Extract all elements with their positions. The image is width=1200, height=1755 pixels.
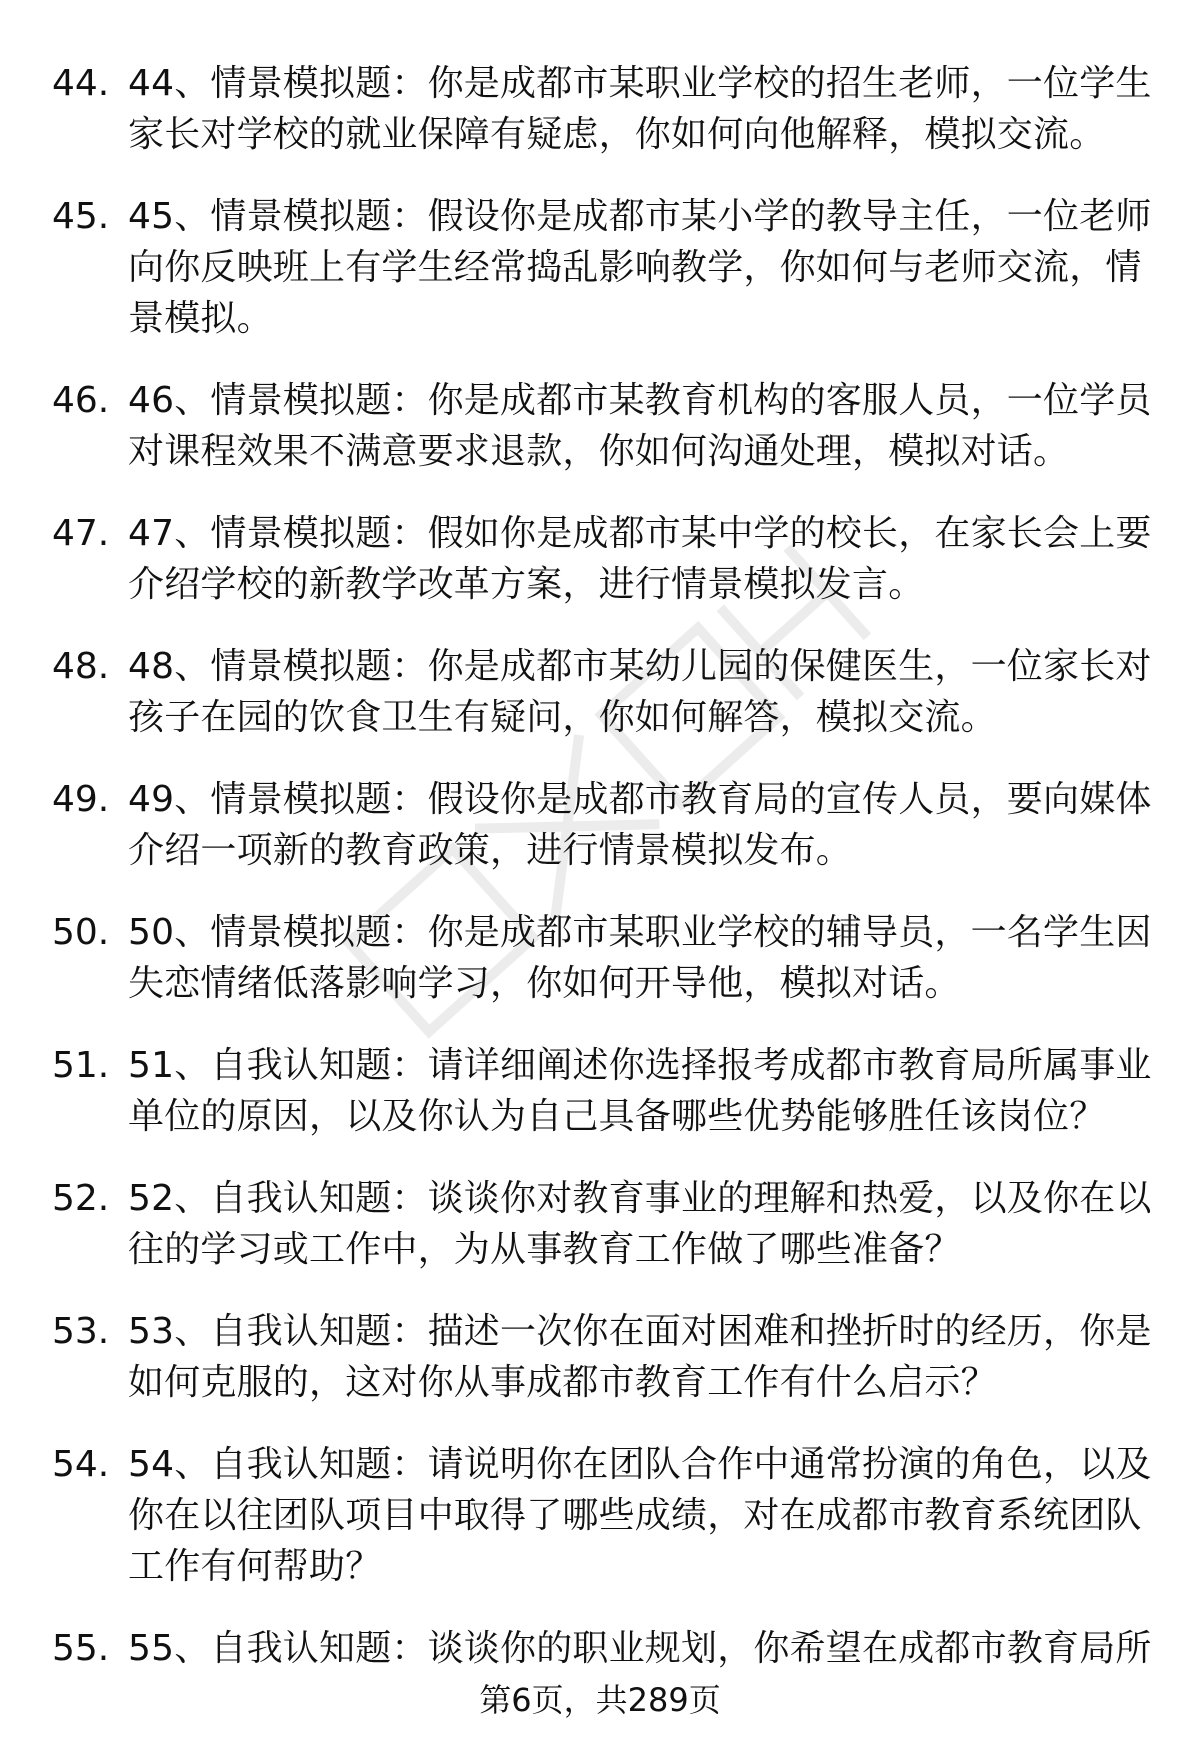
question-number: 44. <box>52 63 110 104</box>
question-item-49 <box>52 774 1152 876</box>
question-item-55 <box>52 1623 1152 1674</box>
question-item-53 <box>52 1306 1152 1408</box>
question-text: 51、自我认知题：请详细阐述你选择报考成都市教育局所属事业单位的原因，以及你认为自己具备哪些优势能够胜任该岗位？ <box>128 1045 1152 1137</box>
question-number: 53. <box>52 1311 110 1352</box>
question-text: 47、情景模拟题：假如你是成都市某中学的校长，在家长会上要介绍学校的新教学改革方案，进行情景模拟发言。 <box>128 513 1152 605</box>
question-item-45 <box>52 191 1152 344</box>
question-number: 47. <box>52 513 110 554</box>
question-number: 48. <box>52 646 110 687</box>
question-number: 55. <box>52 1628 110 1669</box>
question-text: 55、自我认知题：谈谈你的职业规划，你希望在成都市教育局所 <box>128 1628 1152 1669</box>
question-text: 45、情景模拟题：假设你是成都市某小学的教导主任，一位老师向你反映班上有学生经常捣乱影响教学，你如何与老师交流，情景模拟。 <box>128 196 1152 339</box>
question-number: 52. <box>52 1178 110 1219</box>
question-item-54 <box>52 1439 1152 1592</box>
question-text: 44、情景模拟题：你是成都市某职业学校的招生老师，一位学生家长对学校的就业保障有疑虑，你如何向他解释，模拟交流。 <box>128 63 1152 155</box>
page-footer: 第6页，共289页 <box>479 1681 721 1719</box>
question-text: 52、自我认知题：谈谈你对教育事业的理解和热爱，以及你在以往的学习或工作中，为从事教育工作做了哪些准备？ <box>128 1178 1152 1270</box>
question-text: 50、情景模拟题：你是成都市某职业学校的辅导员，一名学生因失恋情绪低落影响学习，你如何开导他，模拟对话。 <box>128 912 1152 1004</box>
question-item-47 <box>52 508 1152 610</box>
question-item-48 <box>52 641 1152 743</box>
question-number: 49. <box>52 779 110 820</box>
question-number: 50. <box>52 912 110 953</box>
question-number: 45. <box>52 196 110 237</box>
question-item-44 <box>52 58 1152 160</box>
question-item-50 <box>52 907 1152 1009</box>
question-number: 51. <box>52 1045 110 1086</box>
question-text: 54、自我认知题：请说明你在团队合作中通常扮演的角色，以及你在以往团队项目中取得了哪些成绩，对在成都市教育系统团队工作有何帮助？ <box>128 1444 1152 1587</box>
question-item-46 <box>52 375 1152 477</box>
question-text: 53、自我认知题：描述一次你在面对困难和挫折时的经历，你是如何克服的，这对你从事成都市教育工作有什么启示？ <box>128 1311 1152 1403</box>
question-number: 54. <box>52 1444 110 1485</box>
question-text: 48、情景模拟题：你是成都市某幼儿园的保健医生，一位家长对孩子在园的饮食卫生有疑问，你如何解答，模拟交流。 <box>128 646 1152 738</box>
question-number: 46. <box>52 380 110 421</box>
question-list <box>52 58 1152 1705</box>
question-item-52 <box>52 1173 1152 1275</box>
question-text: 46、情景模拟题：你是成都市某教育机构的客服人员，一位学员对课程效果不满意要求退款，你如何沟通处理，模拟对话。 <box>128 380 1152 472</box>
question-text: 49、情景模拟题：假设你是成都市教育局的宣传人员，要向媒体介绍一项新的教育政策，进行情景模拟发布。 <box>128 779 1152 871</box>
question-item-51 <box>52 1040 1152 1142</box>
